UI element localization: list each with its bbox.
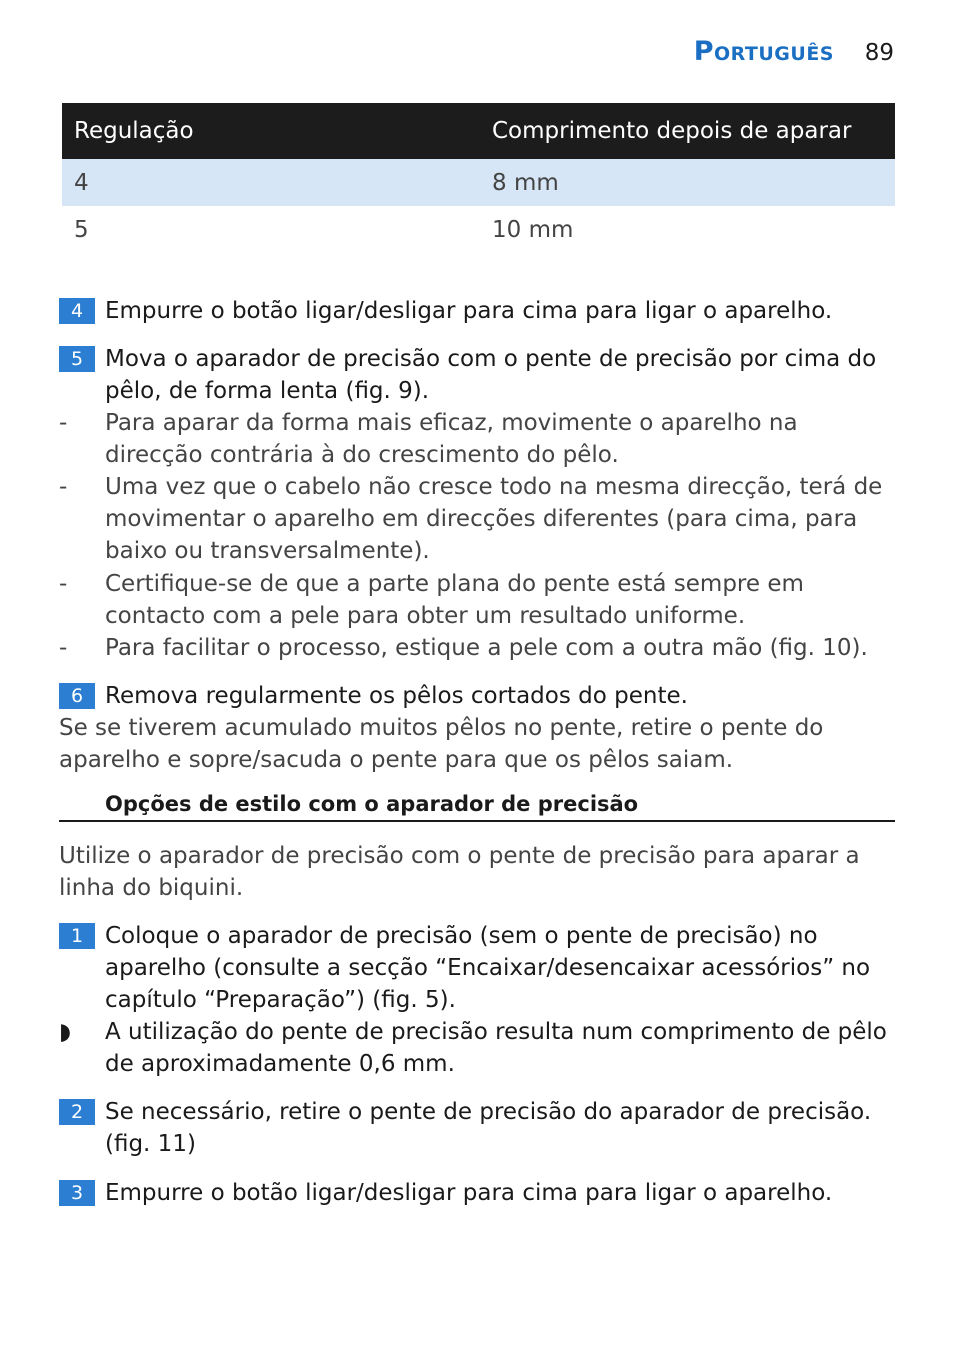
paragraph: Se se tiverem acumulado muitos pêlos no pente, retire o pente do aparelho e sopre/sacuda o pente para que os pêlos saiam.	[59, 715, 824, 773]
table-header-cell: Comprimento depois de aparar	[492, 103, 895, 159]
dash-marker: -	[59, 635, 68, 661]
bullet-text: Para facilitar o processo, estique a pele com a outra mão (fig. 10).	[105, 635, 868, 661]
language-header: Português	[693, 36, 834, 67]
note-text: A utilização do pente de precisão resulta num comprimento de pêlo de aproximadamente 0,6 mm.	[105, 1019, 887, 1077]
table-header-cell: Regulação	[62, 103, 492, 159]
bullet-item	[59, 471, 895, 567]
step-3	[59, 1177, 895, 1209]
step-text: Coloque o aparador de precisão (sem o pente de precisão) no aparelho (consulte a secção “Encaixar/desencaixar acessórios” no capítulo “Preparação”) (fig. 5).	[105, 923, 871, 1013]
step-text: Remova regularmente os pêlos cortados do pente.	[105, 683, 688, 709]
table-cell: 4	[62, 159, 492, 206]
table-cell: 8 mm	[492, 159, 895, 206]
step-2	[59, 1096, 895, 1160]
settings-table	[62, 103, 895, 253]
bullet-text: Para aparar da forma mais eficaz, movimente o aparelho na direcção contrária à do crescimento do pêlo.	[105, 410, 798, 468]
step-text: Se necessário, retire o pente de precisão do aparador de precisão. (fig. 11)	[105, 1099, 872, 1157]
bullet-text: Uma vez que o cabelo não cresce todo na mesma direcção, terá de movimentar o aparelho em direcções diferentes (para cima, para baixo ou transversalmente).	[105, 474, 883, 564]
arrow-bullet-icon: ◗	[59, 1019, 72, 1045]
note-item	[59, 1016, 895, 1080]
bullet-item	[59, 632, 895, 664]
page-number: 89	[864, 40, 894, 66]
step-number-badge: 5	[59, 346, 95, 372]
dash-marker: -	[59, 571, 68, 597]
section-intro: Utilize o aparador de precisão com o pente de precisão para aparar a linha do biquini.	[59, 843, 860, 901]
table-header-row	[62, 103, 895, 159]
section-heading	[59, 792, 895, 822]
step-number-badge: 6	[59, 683, 95, 709]
bullet-text: Certifique-se de que a parte plana do pente está sempre em contacto com a pele para obter um resultado uniforme.	[105, 571, 804, 629]
step-number-badge: 2	[59, 1099, 95, 1125]
step-text: Empurre o botão ligar/desligar para cima para ligar o aparelho.	[105, 298, 833, 324]
bullet-item	[59, 407, 895, 471]
step-4	[59, 295, 895, 327]
table-row	[62, 206, 895, 253]
table-row	[62, 159, 895, 206]
step-number-badge: 4	[59, 298, 95, 324]
step-number-badge: 1	[59, 923, 95, 949]
section-heading-text: Opções de estilo com o aparador de precisão	[105, 792, 639, 816]
step-1	[59, 920, 895, 1016]
table-cell: 10 mm	[492, 216, 574, 243]
step-text: Mova o aparador de precisão com o pente de precisão por cima do pêlo, de forma lenta (fig. 9).	[105, 346, 877, 404]
bullet-item	[59, 568, 895, 632]
step-5	[59, 343, 895, 407]
step-number-badge: 3	[59, 1180, 95, 1206]
dash-marker: -	[59, 474, 68, 500]
table-cell: 5	[74, 216, 89, 243]
step-6	[59, 680, 895, 712]
dash-marker: -	[59, 410, 68, 436]
step-text: Empurre o botão ligar/desligar para cima para ligar o aparelho.	[105, 1180, 833, 1206]
